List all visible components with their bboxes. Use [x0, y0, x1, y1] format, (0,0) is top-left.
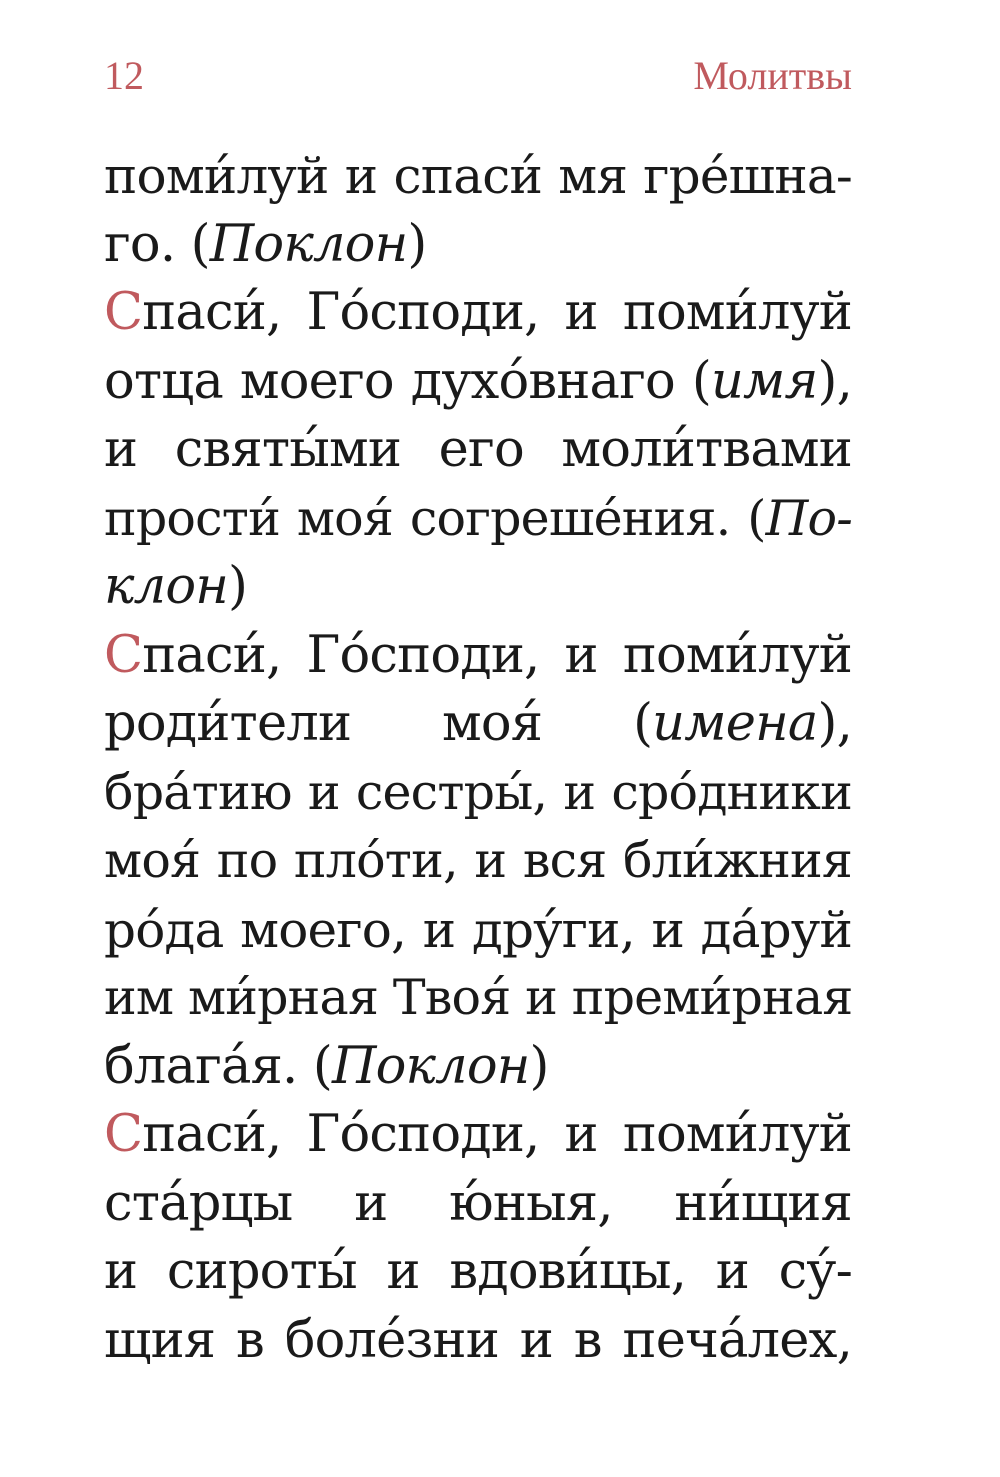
text-segment: го. ( — [104, 214, 210, 274]
text-line — [104, 759, 852, 828]
text-line — [104, 279, 852, 348]
text-segment: роди́тели моя́ ( — [104, 694, 653, 753]
italic-rubric: имя — [710, 351, 818, 411]
text-line — [104, 1307, 852, 1376]
text-segment: ро́да моего, и дру́ги, и да́руй — [104, 900, 852, 959]
text-line — [104, 964, 852, 1033]
text-segment: моя́ по пло́ти, и вся бли́жния — [104, 832, 852, 889]
text-segment: им ми́рная Твоя́ и преми́рная — [104, 969, 853, 1026]
section-title: Молитвы — [693, 53, 852, 98]
text-segment: отца моего духо́внаго ( — [104, 351, 711, 411]
red-initial: С — [104, 1105, 143, 1164]
italic-rubric: Поклон — [331, 1036, 530, 1096]
running-head — [104, 50, 852, 102]
text-segment: ста́рцы и ю́ныя, ни́щия — [104, 1173, 852, 1233]
text-line — [104, 416, 852, 485]
prayer-text — [104, 142, 852, 1375]
text-segment: бра́тию и сестры́, и сро́дники — [104, 763, 852, 821]
text-segment: прости́ моя́ согреше́ния. ( — [104, 489, 766, 547]
text-line — [104, 690, 852, 759]
text-segment: паси́, Го́споди, и поми́луй — [142, 283, 852, 342]
text-line — [104, 1101, 852, 1170]
text-line — [104, 1033, 852, 1102]
text-segment: и сироты́ и вдови́цы, и су́- — [104, 1242, 852, 1301]
text-segment: и святы́ми его моли́твами — [104, 420, 852, 479]
text-line — [104, 348, 852, 417]
text-segment: щия в боле́зни и в печа́лех, — [104, 1310, 852, 1370]
text-segment: ), — [817, 351, 852, 411]
page-number: 12 — [104, 53, 144, 98]
italic-rubric: клон — [104, 557, 229, 616]
red-initial: С — [104, 283, 143, 342]
text-line — [104, 827, 852, 896]
red-initial: С — [104, 625, 143, 685]
italic-rubric: По- — [765, 489, 852, 547]
text-segment: блага́я. ( — [104, 1036, 332, 1096]
text-line — [104, 1170, 852, 1239]
text-segment: паси́, Го́споди, и поми́луй — [142, 1105, 852, 1164]
text-line — [104, 142, 852, 211]
italic-rubric: Поклон — [209, 214, 408, 274]
text-line — [104, 211, 852, 280]
text-line — [104, 896, 852, 965]
text-segment: поми́луй и спаси́ мя гре́шна- — [104, 147, 852, 205]
text-segment: ), — [817, 694, 852, 753]
text-segment: ) — [407, 214, 427, 274]
italic-rubric: имена — [652, 694, 818, 753]
text-line — [104, 553, 852, 622]
text-line — [104, 622, 852, 691]
text-line — [104, 485, 852, 554]
text-segment: ) — [529, 1036, 549, 1096]
text-segment: паси́, Го́споди, и поми́луй — [142, 625, 852, 685]
text-segment: ) — [228, 557, 248, 616]
text-line — [104, 1238, 852, 1307]
